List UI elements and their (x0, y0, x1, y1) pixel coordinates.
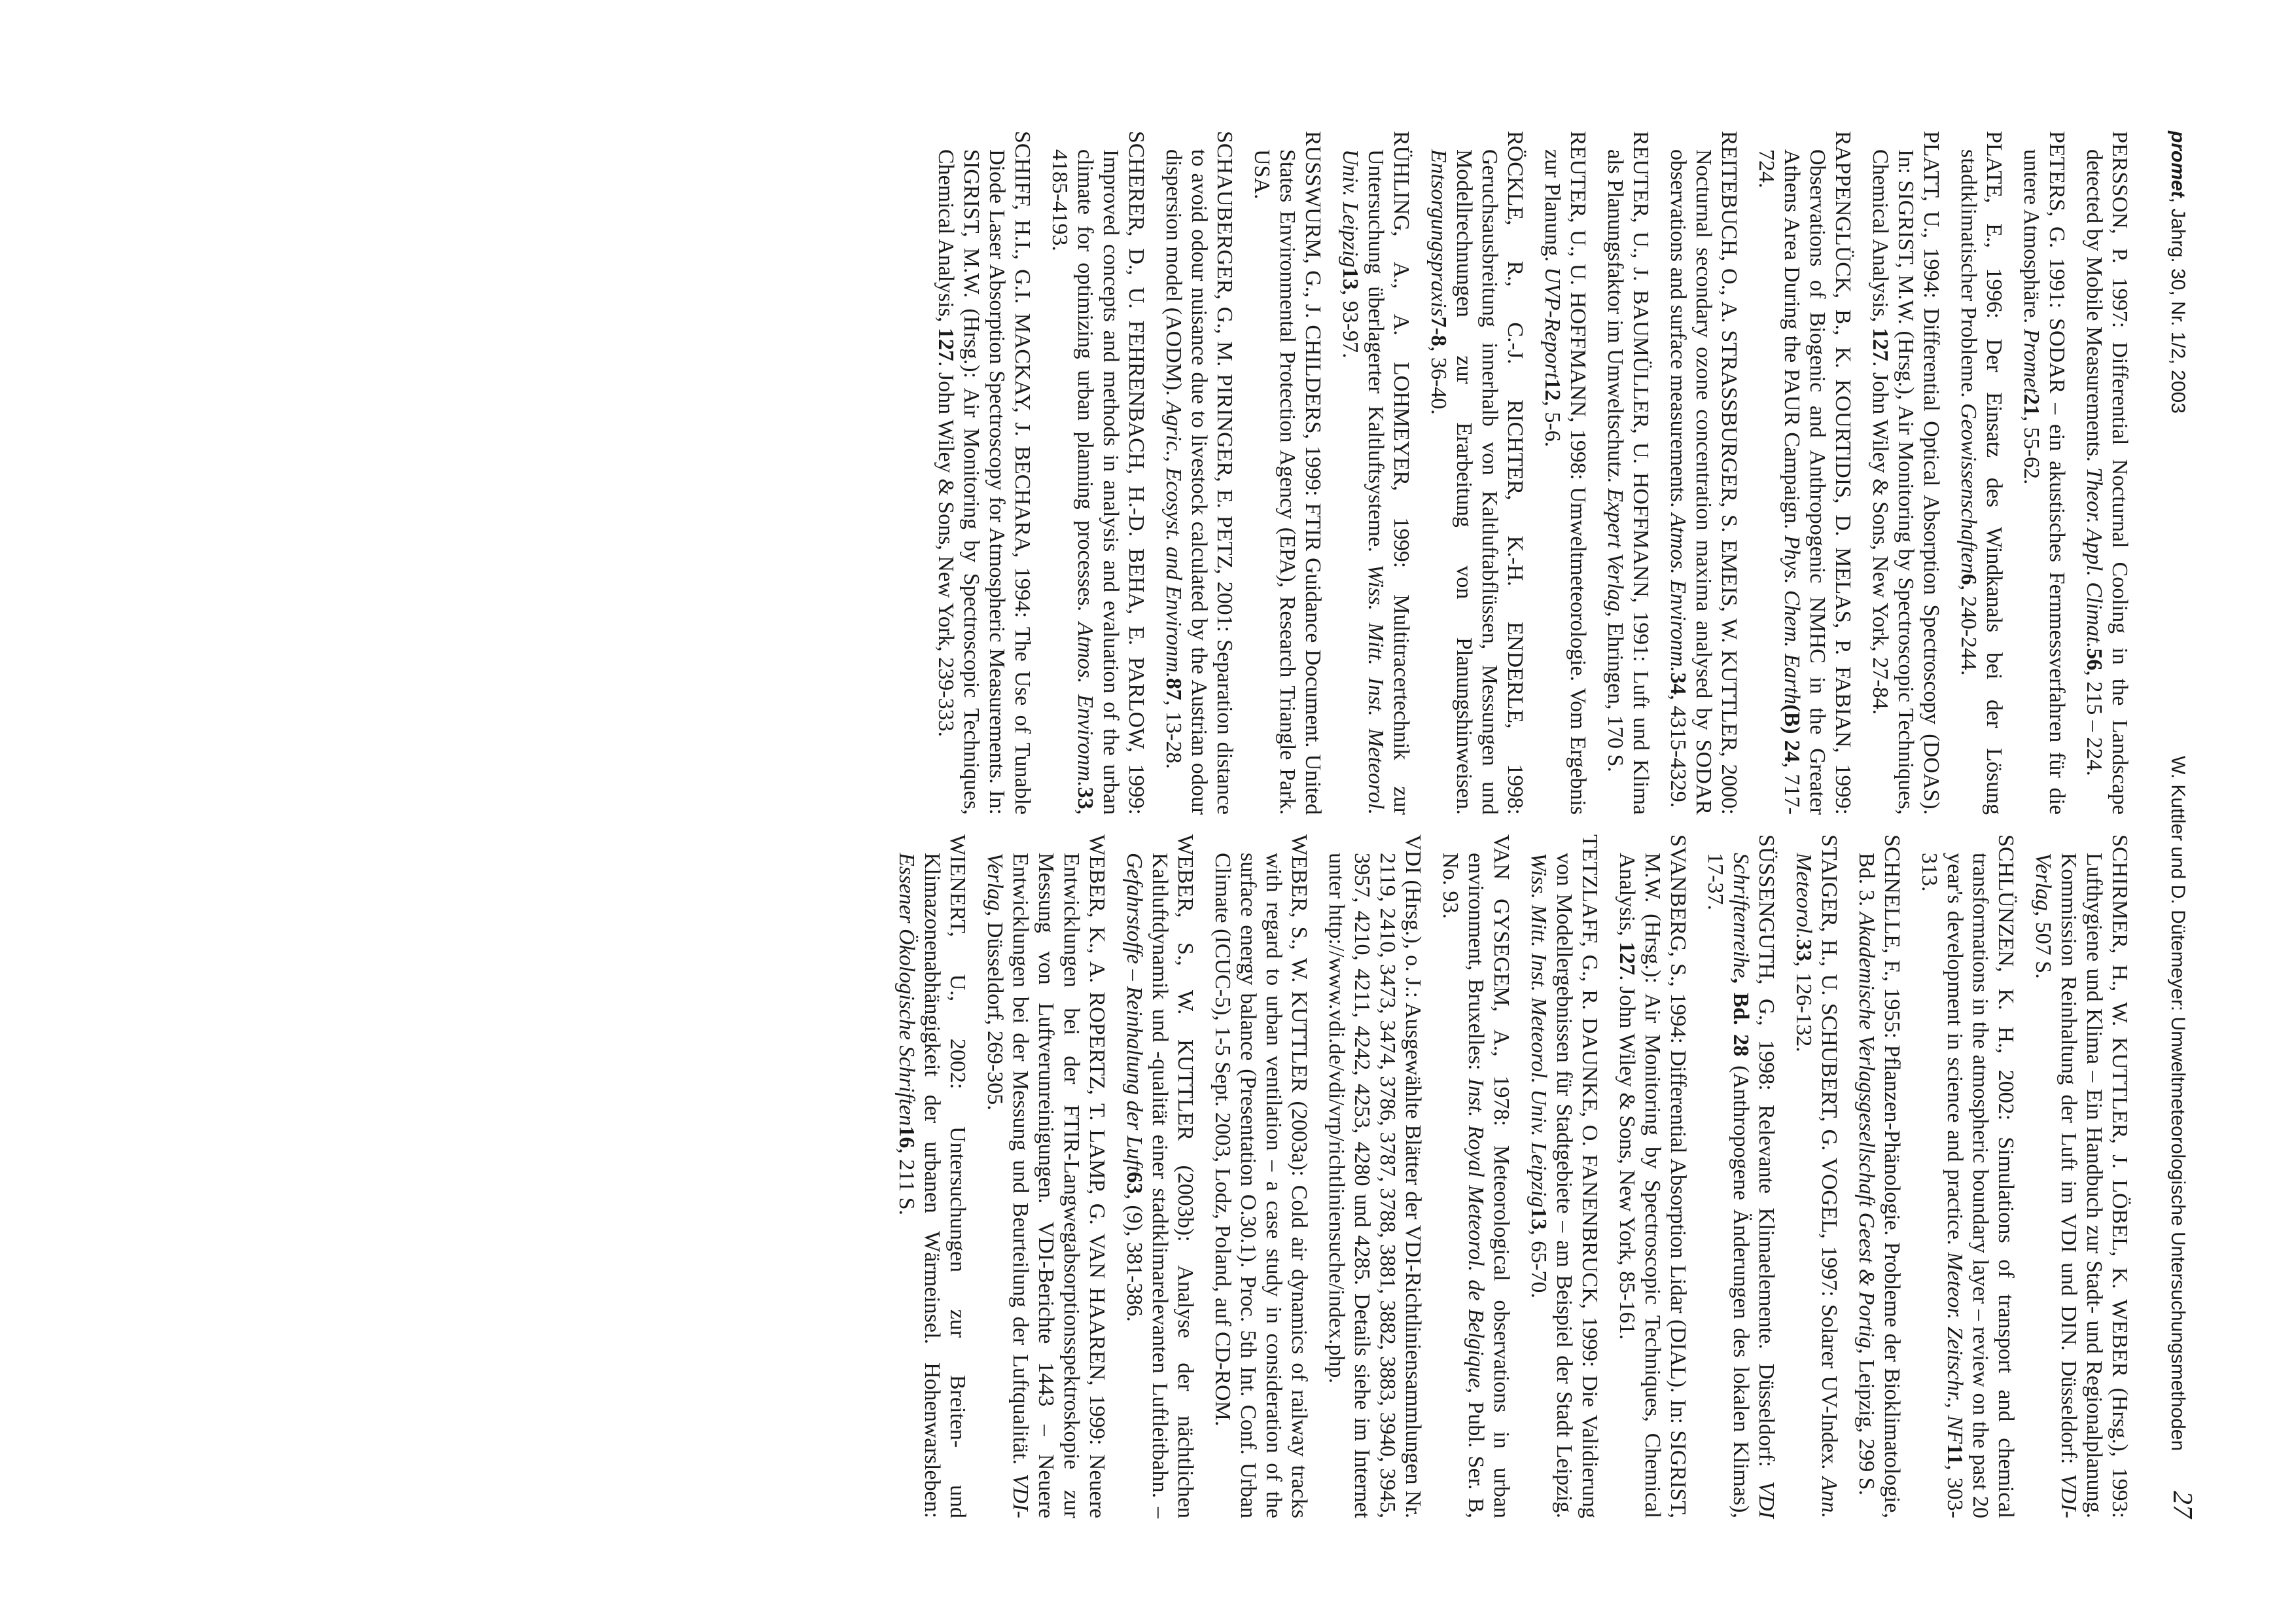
ref-title: 1999: Observations of Biogenic and Anthropogenic NMHC in the Greater Athens Area During the PAUR Campaign. (1780, 149, 1855, 815)
ref-title: FTIR Guidance Document. United States Environmental Protection Agency (EPA), Research Triangle Park. USA. (1250, 149, 1325, 815)
ref-title: Der Einsatz des Windkanals bei der Lösung stadtklimatischer Probleme. (1956, 149, 2006, 815)
ref-venue: Inst. Royal Meteorol. de Belgique (1464, 1078, 1488, 1388)
ref-authors: PLATE, E., 1996: (1982, 131, 2006, 339)
ref-title: Analyse der nächtlichen Kaltluftdynamik und -qualität einer stadtklimarelevanten Luftleitbahn. – (1148, 853, 1197, 1518)
journal-issue-line (2166, 131, 2189, 414)
reference-entry (933, 131, 1035, 815)
reference-entry (2081, 131, 2132, 815)
ref-volume: 63 (1122, 1171, 1146, 1194)
reference-entry (1526, 834, 1602, 1518)
reference-entry (1324, 834, 1426, 1518)
ref-authors: RÖCKLE, R., C.-J. RICHTER, K.-H. ENDERLE, 1998: (1503, 131, 1527, 815)
ref-authors: WEBER, S., W. KUTTLER (2003a): (1287, 834, 1311, 1185)
ref-authors: REITEBUCH, O., A. STRASSBURGER, S. EMEIS, W. KUTTLER, (1717, 131, 1741, 764)
reference-entry (1438, 834, 1514, 1518)
ref-authors: REUTER, U., U. HOFFMANN, 1998: (1566, 131, 1590, 487)
ref-pages: . John Wiley & Sons, New York, 239-333. (934, 361, 958, 738)
ref-pages: , Leipzig, 299 S. (1854, 1348, 1879, 1496)
ref-volume: 11 (1943, 1444, 1967, 1465)
ref-volume: 87 (1161, 678, 1186, 701)
ref-title: Separation distance to avoid odour nuisance due to livestock calculated by the Austrian odour dispersion model (AODM). (1161, 149, 1237, 815)
ref-volume: 127 (1868, 327, 1892, 361)
ref-title: Meteorological observations in urban environment, Bruxelles: (1464, 853, 1513, 1518)
ref-authors: PETERS, G. 1991: (2045, 131, 2069, 319)
ref-title: 2000: Nocturnal secondary ozone concentration maxima analysed by SODAR observations and surface measurements. (1666, 149, 1741, 815)
ref-title: Untersuchungen zur Breiten- und Klimazonenabhängigkeit der urbanen Wärmeinsel. Hohenwarsleben: (920, 853, 970, 1518)
ref-volume: 7-8 (1426, 316, 1451, 346)
ref-pages: , 303-313. (1917, 853, 1967, 1518)
reference-entry (1614, 834, 1691, 1518)
reference-entry (1854, 834, 1905, 1518)
ref-title: Cold air dynamics of railway tracks with regard to urban ventilation – a case study in consideration of the surface energy balance (Presentation O.30.1). Proc. 5th Int. Conf. Urban Climate (ICUC-5), 1-5 Sept. 2003, Lodz, Poland, auf CD-ROM. (1210, 853, 1311, 1518)
ref-authors: WIENERT, U., 2002: (945, 834, 970, 1127)
ref-authors: SCHIFF, H.I., G.I. MACKAY, J. BECHARA, 1994: (1010, 131, 1034, 628)
ref-pages: . John Wiley & Sons, New York, 27-84. (1868, 361, 1892, 715)
ref-pages: , Ehringen, 170 S. (1603, 611, 1627, 772)
ref-volume: 33 (1073, 787, 1097, 810)
journal-name: promet (2167, 131, 2189, 198)
ref-volume: 34 (1666, 672, 1690, 695)
reference-entry (1161, 131, 1237, 815)
ref-pages: , 65-70. (1527, 1230, 1551, 1298)
ref-title: SODAR – ein akustisches Fernmessverfahren für die untere Atmosphäre. (2019, 149, 2069, 815)
ref-authors: RAPPENGLÜCK, B., K. KOURTIDIS, D. MELAS, P. FABIAN, (1831, 131, 1855, 764)
ref-venue: Wiss. Mitt. Inst. Meteorol. Univ. Leipzig (1338, 149, 1388, 815)
ref-venue: Phys. Chem. Earth (1780, 535, 1804, 705)
ref-venue: Entsorgungspraxis (1426, 149, 1451, 317)
ref-volume: (B) 24 (1780, 704, 1804, 762)
ref-title: 1993: Lufthygiene und Klima – Ein Handbuch zur Stadt- und Regionalplanung. Kommission Reinhaltung der Luft im VDI und DIN. Düsseldorf: (2057, 853, 2132, 1518)
ref-venue: Meteor. Zeitschr., NF (1943, 1252, 1967, 1444)
ref-authors: SVANBERG, S., 1994: (1666, 834, 1690, 1050)
ref-volume: 12 (1540, 378, 1564, 401)
ref-venue: Akademische Verlagsgesellschaft Geest & Portig (1854, 912, 1879, 1349)
ref-pages: , 36-40. (1426, 346, 1451, 415)
ref-volume: 127 (1615, 942, 1639, 975)
ref-pages: , 4185-4193. (1048, 149, 1097, 815)
ref-volume: 33 (1792, 938, 1816, 961)
ref-title: Differential Nocturnal Cooling in the Landscape detected by Mobile Measurements. (2082, 149, 2132, 815)
reference-entry (1916, 834, 2019, 1518)
ref-volume: 127 (934, 327, 958, 361)
reference-entry (1791, 834, 1842, 1518)
ref-authors: VDI (Hrsg.), o. J.: (1401, 834, 1425, 1003)
ref-pages: , 240-244. (1956, 584, 1981, 676)
ref-venue: VDI Schriftenreihe (1729, 853, 1778, 1518)
reference-entry (1210, 834, 1312, 1518)
ref-pages: , 93-97. (1338, 289, 1362, 359)
ref-authors: STAIGER, H., U. SCHUBERT, G. VOGEL, 1997: (1817, 834, 1841, 1304)
ref-pages: , 13-28. (1161, 700, 1186, 769)
ref-venue: Essener Ökologische Schriften (894, 853, 919, 1126)
ref-title: Differential Optical Absorption Spectroscopy (DOAS). In: SIGRIST, M.W. (Hrsg.), Air Monitoring by Spectroscopic Techniques, Chemical Analysis, (1868, 149, 1943, 815)
ref-authors: REUTER, U., J. BAUMÜLLER, U. HOFFMANN, 1991: (1629, 131, 1653, 671)
ref-venue: Wiss. Mitt. Inst. Meteorol. Univ. Leipzig (1527, 853, 1551, 1208)
ref-title: Pflanzen-Phänologie. Probleme der Bioklimatologie, Bd. 3. (1854, 853, 1904, 1518)
ref-volume: 6 (1956, 573, 1981, 585)
ref-authors: RUSSWURM, G., J. CHILDERS, 1999: (1301, 131, 1325, 503)
ref-pages: , 55-62. (2019, 416, 2043, 485)
ref-title: Geruchsausbreitung innerhalb von Kaltluftabflüssen, Messungen und Modellrechnungen zur Erarbeitung von Planungshinweisen. (1452, 149, 1502, 815)
ref-pages: , 5-6. (1540, 401, 1564, 448)
reference-entry (982, 834, 1110, 1518)
reference-entry (894, 834, 970, 1518)
ref-pages: , Publ. Ser. B, No. 93. (1438, 853, 1488, 1518)
ref-pages: , 211 S. (894, 1148, 919, 1216)
ref-venue: VDI-Verlag (983, 853, 1033, 1518)
ref-title: Ausgewählte Blätter der VDI-Richtliniensammlungen Nr. 2119, 2410, 3473, 3474, 3786, 3787, 3788, 3881, 3882, 3883, 3940, 3945, 3957, 4210, 4211, 4242, 4253, 4280 und 4285. Details siehe im Internet unter http://www.vdi.de/vdi/vrp/richtliniensuche/index.php. (1324, 853, 1425, 1518)
ref-venue: VDI-Verlag (2031, 853, 2081, 1518)
ref-title: Simulations of transport and chemical transformations in the atmospheric boundary layer – review on the past 20 year's development in science and practice. (1943, 853, 2018, 1518)
ref-authors: SCHERER, D., U. FEHRENBACH, H.-D. BEHA, E. PARLOW, (1124, 131, 1148, 764)
ref-authors: WEBER, S., W. KUTTLER (2003b): (1173, 834, 1197, 1266)
page-header (2159, 131, 2198, 1518)
ref-venue: Expert Verlag (1603, 488, 1627, 612)
ref-pages: , 126-132. (1792, 961, 1816, 1052)
reference-entry (1867, 131, 1944, 815)
ref-pages: , 215 – 224. (2082, 670, 2106, 776)
reference-entry (1703, 834, 1779, 1518)
ref-pages: . John Wiley & Sons, New York, 85-161. (1615, 975, 1639, 1340)
ref-venue: UVP-Report (1540, 267, 1564, 379)
ref-pages: (Anthropogene Änderungen des lokalen Klimas), 17-37. (1703, 853, 1753, 1518)
ref-venue: Agric., Ecosyst. and Environm. (1161, 401, 1186, 679)
ref-authors: SÜSSENGUTH, G., 1998: (1754, 834, 1778, 1105)
ref-title: Die Validierung von Modellergebnissen für Stadtgebiete – am Beispiel der Stadt Leipzig. (1552, 853, 1602, 1519)
reference-entry (1337, 131, 1414, 815)
ref-pages: , Düsseldorf, 269-305. (983, 910, 1007, 1111)
ref-pages: , 717-724. (1754, 149, 1804, 815)
reference-column-right (882, 834, 2132, 1518)
page-number: 27 (2167, 1491, 2197, 1518)
ref-venue: Geowissenschaften (1956, 403, 1981, 574)
ref-venue: Atmos. Environm. (1073, 622, 1097, 787)
ref-authors: SCHLÜNZEN, K. H., 2002: (1994, 834, 2018, 1137)
ref-pages: , (9), 381-386. (1122, 1194, 1146, 1322)
ref-title: Umweltmeteorologie. Vom Ergebnis zur Planung. (1540, 149, 1590, 815)
ref-title: Differential Absorption Lidar (DIAL). In: SIGRIST, M.W. (Hrsg.): Air Monitoring by Spectroscopic Techniques, Chemical Analysis, (1615, 853, 1690, 1518)
ref-venue: Gefahrstoffe – Reinhaltung der Luft (1122, 853, 1146, 1172)
ref-pages: , 4315-4329. (1666, 694, 1690, 808)
reference-entry (1754, 131, 1856, 815)
reference-entry (1122, 834, 1198, 1518)
ref-authors: PLATT, U., 1994: (1919, 131, 1943, 308)
ref-authors: SCHAUBERGER, G., M. PIRINGER, E. PETZ, 2001: (1212, 131, 1237, 640)
ref-title: 1999: Improved concepts and methods in analysis and evaluation of the urban climate for optimizing urban planning processes. (1073, 149, 1148, 815)
reference-entry (1602, 131, 1653, 815)
ref-authors: VAN GYSEGEM, A., 1978: (1489, 834, 1513, 1145)
ref-venue: Theor. Appl. Climat. (2082, 467, 2106, 649)
ref-authors: WEBER, K., A. ROPERTZ, T. LAMP, G. VAN HAAREN, 1999: (1085, 834, 1109, 1454)
reference-entry (2019, 131, 2070, 815)
ref-volume: 21 (2019, 393, 2043, 416)
ref-authors: TETZLAFF, G., R. DAUNKE, O. FANENBRUCK, 1999: (1578, 834, 1602, 1376)
reference-entry (2030, 834, 2132, 1518)
reference-entry (1540, 131, 1591, 815)
ref-pages: , 507 S. (2031, 910, 2055, 979)
ref-volume: 16 (894, 1126, 919, 1149)
reference-entry (1249, 131, 1326, 815)
ref-venue: Atmos. Environm. (1666, 513, 1690, 673)
ref-title: Luft und Klima als Planungsfaktor im Umweltschutz. (1603, 149, 1653, 815)
ref-volume: 13 (1527, 1207, 1551, 1230)
ref-venue: Ann. Meteorol. (1792, 853, 1841, 1519)
ref-authors: RÜHLING, A., A. LOHMEYER, 1999: (1389, 131, 1413, 595)
ref-title: Multitracertechnik zur Untersuchung überlagerter Kaltluftsysteme. (1364, 149, 1413, 815)
ref-title: Relevante Klimaelemente. Düsseldorf: (1754, 1105, 1778, 1482)
reference-entry (1956, 131, 2007, 815)
reference-entry (1665, 131, 1742, 815)
ref-authors: SCHNELLE, F., 1955: (1880, 834, 1904, 1045)
ref-title: The Use of Tunable Diode Laser Absorption Spectroscopy for Atmospheric Measurements. In: SIGRIST, M.W. (Hrsg.): Air Monitoring by Spectroscopic Techniques, Chemical Analysis, (934, 149, 1034, 815)
ref-venue: Promet (2019, 329, 2043, 394)
ref-title: Solarer UV-Index. (1817, 1304, 1841, 1477)
reference-column-left (921, 131, 2132, 815)
ref-volume: , Bd. 28 (1729, 978, 1753, 1057)
issue-info: , Jahrg. 30, Nr. 1/2, 2003 (2167, 197, 2189, 414)
ref-volume: 13 (1338, 267, 1362, 290)
running-title: W. Kuttler und D. Dütemeyer: Umweltmeteorologische Untersuchungsmethoden (2167, 756, 2189, 1452)
reference-entry (1426, 131, 1528, 815)
ref-title: Neuere Entwicklungen bei der FTIR-Langwegabsorptionsspektroskopie zur Messung von Luftverunreinigungen. VDI-Berichte 1443 – Neuere Entwicklungen bei der Messung und Beurteilung der Luftqualität. (1008, 853, 1109, 1518)
ref-authors: PERSSON, P. 1997: (2108, 131, 2132, 342)
ref-volume: 56 (2082, 648, 2106, 671)
ref-authors: SCHIRMER, H., W. KUTTLER, J. LÖBEL, K. WEBER (Hrsg.), (2108, 834, 2132, 1468)
reference-entry (1047, 131, 1149, 815)
